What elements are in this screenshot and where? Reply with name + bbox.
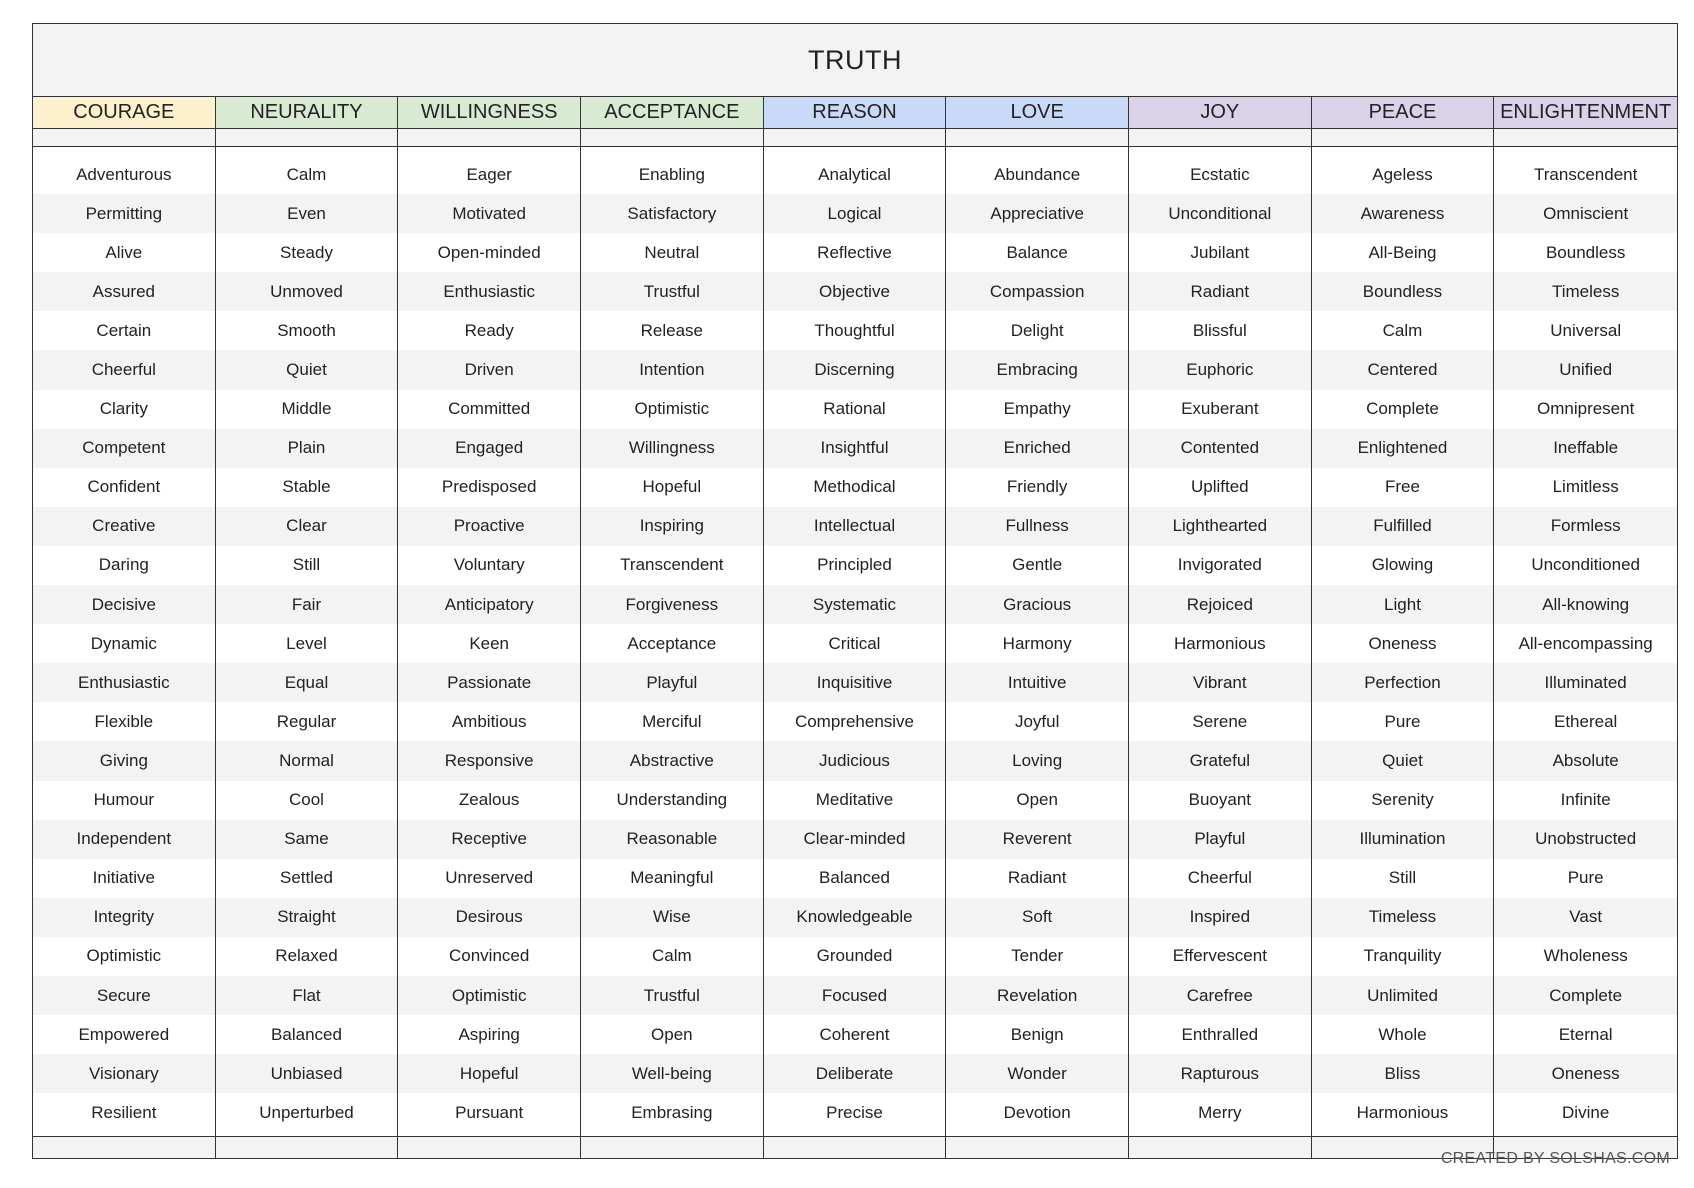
header-spacer-row: [1312, 129, 1494, 147]
word-cell: Satisfactory: [581, 194, 763, 233]
header-spacer-row: [946, 129, 1128, 147]
word-cell: Loving: [946, 741, 1128, 780]
word-cell: Inspired: [1129, 898, 1311, 937]
word-cell: Quiet: [1312, 741, 1494, 780]
word-cell: Grounded: [816, 946, 893, 966]
word-cell: Aspiring: [458, 1024, 520, 1044]
word-cell: Divine: [1562, 1102, 1610, 1122]
word-cell: Intuitive: [946, 663, 1128, 702]
word-cell: Rapturous: [1129, 1054, 1311, 1093]
word-cell: Committed: [448, 399, 531, 419]
word-cell: Logical: [764, 194, 946, 233]
word-cell: Neutral: [644, 242, 700, 262]
word-cell: Illumination: [1312, 820, 1494, 859]
word-cell: Convinced: [449, 946, 530, 966]
word-cell: Hopeful: [642, 477, 702, 497]
word-cell: Devotion: [1003, 1102, 1071, 1122]
word-cell: Coherent: [819, 1024, 890, 1044]
word-cell: Optimistic: [398, 976, 580, 1015]
word-cell: Competent: [33, 429, 215, 468]
word-cell: Grateful: [1129, 741, 1311, 780]
column-peace: [1312, 97, 1495, 1158]
column-header: COURAGE: [33, 97, 215, 129]
word-cell: Empathy: [1003, 399, 1071, 419]
word-cell: Rejoiced: [1129, 585, 1311, 624]
footer-spacer-row: [398, 1137, 580, 1158]
word-cell: Settled: [280, 868, 333, 888]
word-cell: Middle: [281, 399, 332, 419]
word-cell: Confident: [87, 477, 161, 497]
word-cell: Absolute: [1494, 741, 1677, 780]
word-cell: Certain: [96, 320, 152, 340]
word-cell: Delight: [1010, 320, 1064, 340]
word-cell: Humour: [93, 790, 155, 810]
word-cell: Enlightened: [1312, 429, 1494, 468]
word-cell: Proactive: [398, 507, 580, 546]
word-cell: Fulfilled: [1312, 507, 1494, 546]
word-cell: Thoughtful: [814, 320, 895, 340]
word-cell: Smooth: [277, 320, 336, 340]
word-cell: Balanced: [819, 868, 890, 888]
word-cell: Clear: [216, 507, 398, 546]
word-cell: Cool: [289, 790, 324, 810]
word-cell: Clear-minded: [764, 820, 946, 859]
word-cell: Fair: [216, 585, 398, 624]
word-cell: Calm: [651, 946, 692, 966]
word-cell: Unobstructed: [1494, 820, 1677, 859]
word-cell: Benign: [1010, 1024, 1064, 1044]
footer-spacer-row: [33, 1137, 215, 1158]
word-cell: Unreserved: [445, 868, 534, 888]
word-cell: Understanding: [616, 790, 728, 810]
word-cell: Tender: [1011, 946, 1064, 966]
word-cell: Secure: [33, 976, 215, 1015]
word-cell: Embrasing: [631, 1102, 713, 1122]
header-spacer-row: [1494, 129, 1677, 147]
word-cell: Awareness: [1312, 194, 1494, 233]
word-cell: Engaged: [398, 429, 580, 468]
header-spacer-row: [216, 129, 398, 147]
word-cell: Effervescent: [1172, 946, 1267, 966]
column-header: PEACE: [1312, 97, 1494, 129]
column-header: REASON: [764, 97, 946, 129]
column-love: [946, 97, 1129, 1158]
word-cell: Quiet: [216, 350, 398, 389]
word-cell: Omniscient: [1494, 194, 1677, 233]
word-cell: Forgiveness: [581, 585, 763, 624]
word-cell: Release: [640, 320, 704, 340]
word-cell: Pure: [1567, 868, 1604, 888]
column-header: ACCEPTANCE: [581, 97, 763, 129]
column-body: [946, 147, 1128, 1137]
header-spacer-row: [581, 129, 763, 147]
word-cell: Contented: [1129, 429, 1311, 468]
word-cell: Universal: [1550, 320, 1622, 340]
credit-text: CREATED BY SOLSHAS.COM: [1440, 1150, 1670, 1167]
word-cell: Optimistic: [634, 399, 710, 419]
column-reason: [764, 97, 947, 1158]
word-cell: Decisive: [33, 585, 215, 624]
word-cell: Harmonious: [1356, 1102, 1449, 1122]
word-cell: Alive: [105, 242, 143, 262]
word-cell: Light: [1312, 585, 1494, 624]
word-cell: Dynamic: [90, 633, 157, 653]
word-cell: Free: [1385, 477, 1420, 497]
word-cell: Uplifted: [1191, 477, 1249, 497]
column-body: [764, 147, 946, 1137]
word-cell: Bliss: [1312, 1054, 1494, 1093]
word-cell: Equal: [216, 663, 398, 702]
word-cell: Abstractive: [581, 741, 763, 780]
word-cell: Calm: [286, 164, 327, 184]
word-cell: Embracing: [946, 350, 1128, 389]
word-cell: Resilient: [91, 1102, 157, 1122]
word-cell: Voluntary: [453, 555, 525, 575]
word-cell: Systematic: [764, 585, 946, 624]
word-cell: Rational: [823, 399, 886, 419]
column-body: [581, 147, 763, 1137]
word-cell: Ecstatic: [1190, 164, 1250, 184]
word-cell: Joyful: [1014, 711, 1060, 731]
word-cell: Still: [292, 555, 321, 575]
word-cell: Complete: [1494, 976, 1677, 1015]
word-cell: Radiant: [1129, 272, 1311, 311]
word-cell: Balanced: [271, 1024, 342, 1044]
column-body: [33, 147, 215, 1137]
word-cell: Ethereal: [1554, 711, 1618, 731]
word-cell: Balance: [1006, 242, 1068, 262]
word-cell: Boundless: [1312, 272, 1494, 311]
word-cell: Trustful: [581, 272, 763, 311]
word-cell: Comprehensive: [794, 711, 915, 731]
word-cell: Responsive: [398, 741, 580, 780]
word-cell: Fullness: [946, 507, 1128, 546]
word-cell: Radiant: [1007, 868, 1067, 888]
word-cell: Merciful: [642, 711, 702, 731]
word-cell: Calm: [1382, 320, 1423, 340]
word-cell: Playful: [581, 663, 763, 702]
word-cell: Illuminated: [1494, 663, 1677, 702]
word-cell: Enthralled: [1181, 1024, 1259, 1044]
word-cell: Stable: [282, 477, 331, 497]
word-cell: Centered: [1312, 350, 1494, 389]
word-cell: Judicious: [764, 741, 946, 780]
word-cell: Integrity: [33, 898, 215, 937]
word-cell: Abundance: [994, 164, 1081, 184]
word-cell: Wonder: [946, 1054, 1128, 1093]
column-acceptance: [581, 97, 764, 1158]
word-cell: Plain: [216, 429, 398, 468]
word-cell: Unified: [1494, 350, 1677, 389]
word-cell: Driven: [398, 350, 580, 389]
column-body: [1129, 147, 1311, 1137]
word-cell: Gracious: [946, 585, 1128, 624]
word-cell: Even: [216, 194, 398, 233]
word-cell: Acceptance: [627, 633, 717, 653]
word-cell: Giving: [33, 741, 215, 780]
word-cell: Pure: [1384, 711, 1421, 731]
word-cell: Permitting: [33, 194, 215, 233]
column-header: LOVE: [946, 97, 1128, 129]
word-cell: Hopeful: [398, 1054, 580, 1093]
word-cell: All-Being: [1368, 242, 1437, 262]
column-header: NEURALITY: [216, 97, 398, 129]
word-cell: Methodical: [813, 477, 896, 497]
word-cell: Timeless: [1494, 272, 1677, 311]
word-cell: Serenity: [1371, 790, 1434, 810]
word-cell: Creative: [33, 507, 215, 546]
word-cell: Carefree: [1129, 976, 1311, 1015]
word-cell: Friendly: [1006, 477, 1068, 497]
word-cell: Unconditional: [1129, 194, 1311, 233]
word-cell: Wise: [581, 898, 763, 937]
word-cell: Unmoved: [216, 272, 398, 311]
word-cell: Anticipatory: [398, 585, 580, 624]
word-cell: Merry: [1198, 1102, 1242, 1122]
word-cell: Meaningful: [630, 868, 714, 888]
word-cell: Clarity: [99, 399, 148, 419]
word-cell: Omnipresent: [1537, 399, 1635, 419]
word-cell: Reasonable: [581, 820, 763, 859]
word-cell: Playful: [1129, 820, 1311, 859]
word-cell: Knowledgeable: [764, 898, 946, 937]
word-cell: Adventurous: [76, 164, 172, 184]
word-cell: Steady: [280, 242, 333, 262]
word-cell: Invigorated: [1177, 555, 1262, 575]
word-cell: Formless: [1494, 507, 1677, 546]
word-cell: Discerning: [764, 350, 946, 389]
word-cell: Eternal: [1558, 1024, 1613, 1044]
word-cell: Desirous: [398, 898, 580, 937]
word-cell: Flexible: [94, 711, 154, 731]
word-cell: Flat: [216, 976, 398, 1015]
word-cell: Perfection: [1312, 663, 1494, 702]
word-cell: Eager: [466, 164, 512, 184]
word-cell: Cheerful: [1187, 868, 1252, 888]
word-cell: Enthusiastic: [33, 663, 215, 702]
word-cell: Optimistic: [86, 946, 162, 966]
word-cell: Vast: [1494, 898, 1677, 937]
word-cell: Ageless: [1372, 164, 1433, 184]
word-cell: Buoyant: [1188, 790, 1252, 810]
word-cell: Revelation: [946, 976, 1128, 1015]
word-cell: Pursuant: [455, 1102, 524, 1122]
word-cell: All-encompassing: [1518, 633, 1653, 653]
word-cell: Empowered: [78, 1024, 170, 1044]
column-neurality: [216, 97, 399, 1158]
word-cell: Ready: [464, 320, 514, 340]
word-cell: Oneness: [1494, 1054, 1677, 1093]
header-spacer-row: [1129, 129, 1311, 147]
word-cell: Compassion: [946, 272, 1128, 311]
word-cell: Timeless: [1312, 898, 1494, 937]
column-body: [1312, 147, 1494, 1137]
word-cell: Infinite: [1560, 790, 1611, 810]
word-cell: Regular: [276, 711, 337, 731]
word-cell: Same: [216, 820, 398, 859]
word-cell: Enthusiastic: [398, 272, 580, 311]
word-cell: Deliberate: [764, 1054, 946, 1093]
column-body: [398, 147, 580, 1137]
column-header: JOY: [1129, 97, 1311, 129]
word-cell: Daring: [98, 555, 149, 575]
word-cell: Whole: [1378, 1024, 1427, 1044]
word-cell: Inspiring: [581, 507, 763, 546]
word-cell: Normal: [216, 741, 398, 780]
word-cell: Principled: [817, 555, 892, 575]
word-cell: Harmony: [1002, 633, 1072, 653]
word-cell: Harmonious: [1174, 633, 1266, 653]
word-cell: Transcendent: [1534, 164, 1638, 184]
column-header: WILLINGNESS: [398, 97, 580, 129]
word-cell: All-knowing: [1494, 585, 1677, 624]
table-title: TRUTH: [33, 24, 1677, 97]
word-cell: Zealous: [458, 790, 520, 810]
column-body: [216, 147, 398, 1137]
footer-spacer-row: [764, 1137, 946, 1158]
word-cell: Analytical: [818, 164, 891, 184]
word-cell: Wholeness: [1543, 946, 1628, 966]
header-spacer-row: [398, 129, 580, 147]
word-cell: Assured: [33, 272, 215, 311]
word-cell: Blissful: [1192, 320, 1247, 340]
word-cell: Serene: [1192, 711, 1248, 731]
word-cell: Vibrant: [1129, 663, 1311, 702]
word-cell: Gentle: [1012, 555, 1063, 575]
column-joy: [1129, 97, 1312, 1158]
word-cell: Intellectual: [764, 507, 946, 546]
word-cell: Open: [1016, 790, 1058, 810]
word-cell: Precise: [826, 1102, 883, 1122]
word-cell: Receptive: [398, 820, 580, 859]
word-cell: Willingness: [581, 429, 763, 468]
word-cell: Keen: [469, 633, 510, 653]
word-cell: Euphoric: [1129, 350, 1311, 389]
word-cell: Insightful: [764, 429, 946, 468]
word-cell: Straight: [216, 898, 398, 937]
word-cell: Passionate: [398, 663, 580, 702]
word-cell: Tranquility: [1363, 946, 1442, 966]
word-cell: Limitless: [1552, 477, 1619, 497]
word-cell: Focused: [764, 976, 946, 1015]
header-spacer-row: [764, 129, 946, 147]
word-cell: Unperturbed: [259, 1102, 354, 1122]
word-cell: Exuberant: [1181, 399, 1259, 419]
word-cell: Enriched: [946, 429, 1128, 468]
word-cell: Objective: [764, 272, 946, 311]
word-cell: Motivated: [398, 194, 580, 233]
word-cell: Appreciative: [946, 194, 1128, 233]
word-cell: Intention: [581, 350, 763, 389]
word-cell: Critical: [828, 633, 881, 653]
footer-spacer-row: [1129, 1137, 1311, 1158]
word-cell: Soft: [946, 898, 1128, 937]
word-cell: Unlimited: [1312, 976, 1494, 1015]
word-cell: Complete: [1366, 399, 1439, 419]
word-cell: Independent: [33, 820, 215, 859]
word-cell: Ineffable: [1494, 429, 1677, 468]
footer-spacer-row: [581, 1137, 763, 1158]
word-cell: Still: [1388, 868, 1417, 888]
header-spacer-row: [33, 129, 215, 147]
word-cell: Reverent: [946, 820, 1128, 859]
word-cell: Trustful: [581, 976, 763, 1015]
word-cell: Enabling: [638, 164, 705, 184]
word-cell: Initiative: [92, 868, 156, 888]
word-cell: Cheerful: [33, 350, 215, 389]
word-cell: Open: [651, 1024, 693, 1044]
word-cell: Level: [286, 633, 327, 653]
word-cell: Unbiased: [216, 1054, 398, 1093]
word-cell: Visionary: [33, 1054, 215, 1093]
word-cell: Oneness: [1368, 633, 1437, 653]
word-cell: Reflective: [817, 242, 892, 262]
word-cell: Predisposed: [441, 477, 537, 497]
word-cell: Transcendent: [620, 555, 724, 575]
column-enlightenment: [1494, 97, 1677, 1158]
word-cell: Inquisitive: [764, 663, 946, 702]
word-cell: Meditative: [815, 790, 894, 810]
column-header: ENLIGHTENMENT: [1494, 97, 1677, 129]
word-cell: Unconditioned: [1531, 555, 1641, 575]
word-cell: Glowing: [1371, 555, 1434, 575]
footer-spacer-row: [216, 1137, 398, 1158]
column-body: [1494, 147, 1677, 1137]
column-willingness: [398, 97, 581, 1158]
word-cell: Lighthearted: [1129, 507, 1311, 546]
column-courage: [33, 97, 216, 1158]
word-cell: Ambitious: [451, 711, 527, 731]
truth-table: [32, 23, 1678, 1159]
columns-grid: [33, 97, 1677, 1158]
word-cell: Relaxed: [275, 946, 338, 966]
word-cell: Boundless: [1545, 242, 1626, 262]
word-cell: Open-minded: [437, 242, 541, 262]
word-cell: Jubilant: [1190, 242, 1250, 262]
footer-spacer-row: [946, 1137, 1128, 1158]
word-cell: Well-being: [581, 1054, 763, 1093]
